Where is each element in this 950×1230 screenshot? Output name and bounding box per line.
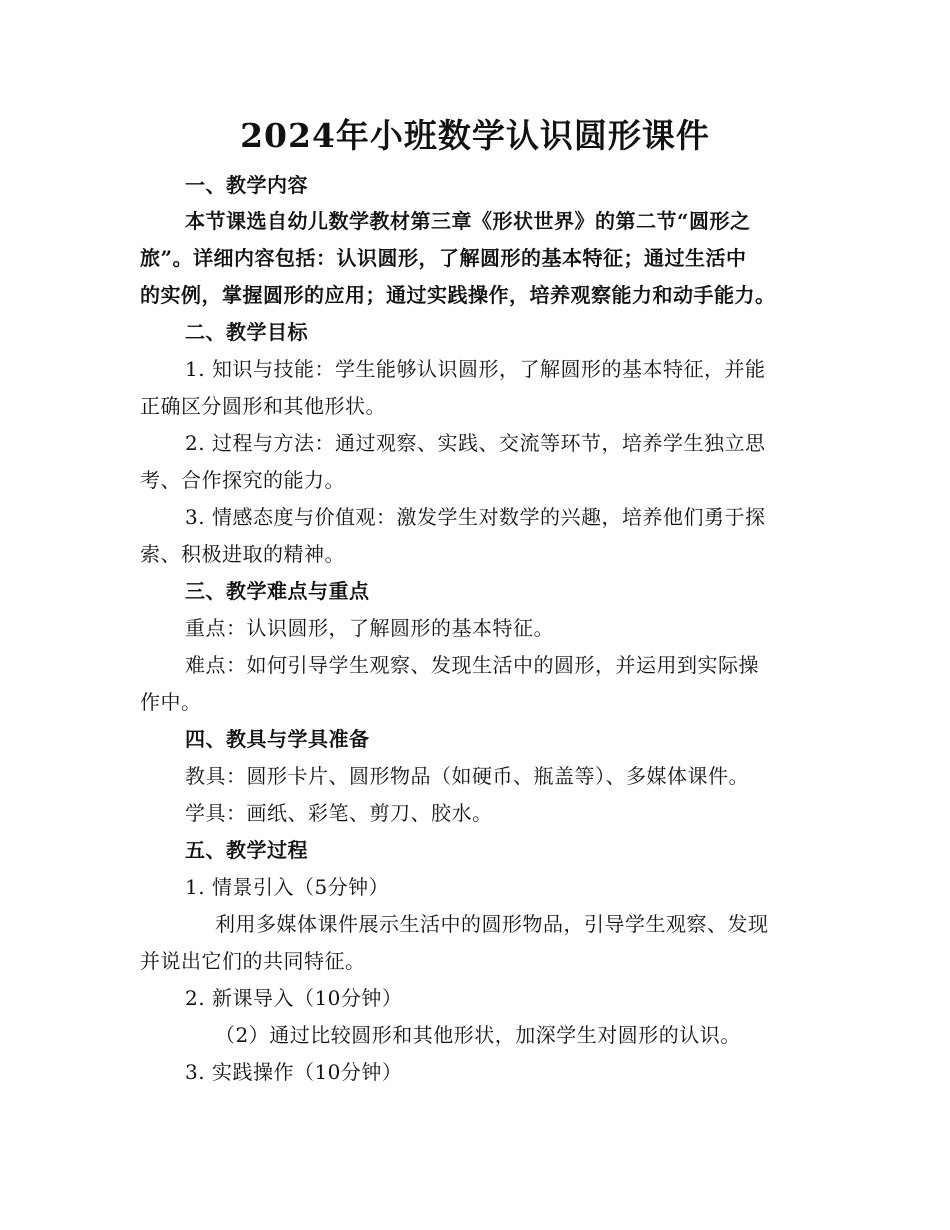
process-detail-line: 并说出它们的共同特征。: [140, 949, 366, 973]
goal-line: 索、积极进取的精神。: [140, 542, 345, 566]
teaching-aids-line: 教具：圆形卡片、圆形物品（如硬币、瓶盖等）、多媒体课件。: [185, 764, 749, 788]
learning-tools-line: 学具：画纸、彩笔、剪刀、胶水。: [185, 801, 493, 825]
content-paragraph-line: 的实例，掌握圆形的应用；通过实践操作，培养观察能力和动手能力。: [140, 283, 776, 307]
process-step-line: 2. 新课导入（10分钟）: [185, 986, 403, 1010]
process-detail-line: （2）通过比较圆形和其他形状，加深学生对圆形的认识。: [215, 1023, 741, 1047]
goal-line: 2. 过程与方法：通过观察、实践、交流等环节，培养学生独立思: [185, 431, 766, 455]
goal-line: 正确区分圆形和其他形状。: [140, 394, 386, 418]
goal-line: 1. 知识与技能：学生能够认识圆形，了解圆形的基本特征，并能: [185, 357, 766, 381]
process-step-line: 1. 情景引入（5分钟）: [185, 875, 390, 899]
section-heading-difficulties: 三、教学难点与重点: [185, 579, 370, 603]
key-point-line: 重点：认识圆形，了解圆形的基本特征。: [185, 616, 554, 640]
content-paragraph-line: 本节课选自幼儿数学教材第三章《形状世界》的第二节“圆形之: [185, 209, 751, 233]
section-heading-teaching-content: 一、教学内容: [185, 173, 308, 197]
document-title: 2024年小班数学认识圆形课件: [240, 116, 710, 155]
goal-line: 考、合作探究的能力。: [140, 468, 345, 492]
process-step-line: 3. 实践操作（10分钟）: [185, 1060, 403, 1084]
section-heading-materials: 四、教具与学具准备: [185, 727, 370, 751]
process-detail-line: 利用多媒体课件展示生活中的圆形物品，引导学生观察、发现: [215, 912, 769, 936]
difficulty-line: 难点：如何引导学生观察、发现生活中的圆形，并运用到实际操: [185, 653, 759, 677]
content-paragraph-line: 旅”。详细内容包括：认识圆形，了解圆形的基本特征；通过生活中: [140, 246, 747, 270]
section-heading-process: 五、教学过程: [185, 838, 308, 862]
goal-line: 3. 情感态度与价值观：激发学生对数学的兴趣，培养他们勇于探: [185, 505, 766, 529]
difficulty-line: 作中。: [140, 690, 202, 714]
section-heading-teaching-goals: 二、教学目标: [185, 320, 308, 344]
